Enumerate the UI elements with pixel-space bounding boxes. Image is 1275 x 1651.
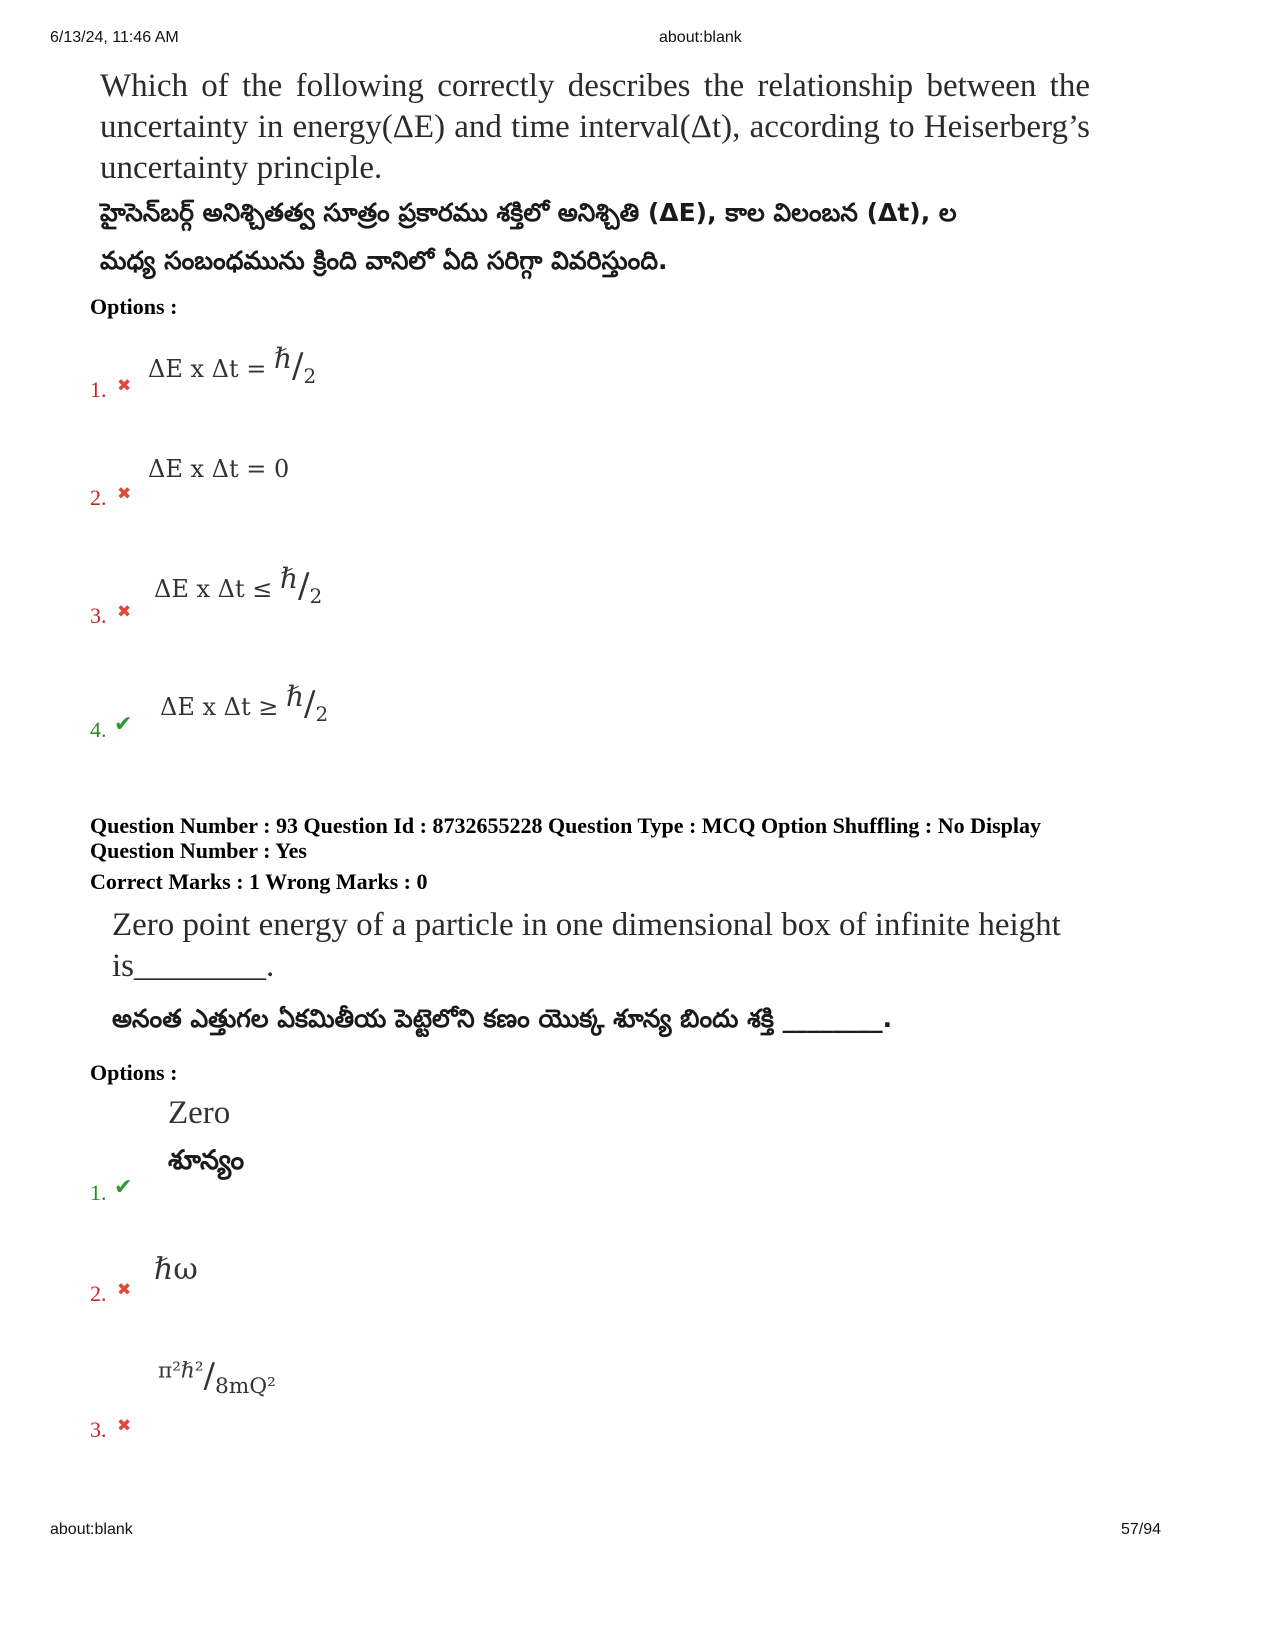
- question-93-text-te: అనంత ఎత్తుగల ఏకమితీయ పెట్టెలోని కణం యొక్క శూన్య బిందు శక్తి ________.: [112, 1004, 893, 1033]
- question-92-text-en: Which of the following correctly describes the relationship between the uncertainty in energy(ΔE) and time interval(Δt), according to Heiserberg’s uncertainty principle.: [100, 68, 1090, 186]
- option-4-formula: ΔE x $\Delta t \ge ^\hbar/_2$: [160, 680, 329, 726]
- option-1-number: 1.: [90, 377, 107, 402]
- option-3-number: 3.: [90, 603, 107, 628]
- page-number: 57/94: [1121, 1521, 1162, 1538]
- cross-icon: ✖: [117, 602, 132, 622]
- footer-url: about:blank: [50, 1521, 133, 1538]
- question-93-meta-line2: Question Number : Yes: [90, 838, 307, 863]
- option-2-formula: ℏω: [154, 1252, 198, 1287]
- option-2-number: 2.: [90, 485, 107, 510]
- option-3-formula: $^{\pi^2\hbar^2}/_{8mQ^2}$: [158, 1356, 276, 1400]
- option-4-number: 4.: [90, 717, 107, 742]
- question-93-text-en-line1: Zero point energy of a particle in one dimensional box of infinite height: [112, 907, 1061, 943]
- option-1-text-te: శూన్యం: [168, 1145, 245, 1176]
- option-2-number: 2.: [90, 1281, 107, 1306]
- option-1-text-en: Zero: [168, 1095, 231, 1131]
- question-92-text-te-line2: మధ్య సంబంధమును క్రింది వానిలో ఏది సరిగ్గా వివరిస్తుంది.: [100, 246, 668, 275]
- check-icon: ✔: [114, 712, 133, 737]
- check-icon: ✔: [114, 1175, 133, 1200]
- option-2-formula: ΔE x Δt = 0: [148, 455, 290, 483]
- option-3-number: 3.: [90, 1417, 107, 1442]
- question-93-text-en-line2: is________.: [112, 948, 275, 984]
- options-label: Options :: [90, 1060, 178, 1085]
- print-title: about:blank: [659, 29, 742, 46]
- option-1-formula: ΔE x $\Delta t = ^\hbar/_2$: [148, 342, 317, 388]
- question-93-marks: Correct Marks : 1 Wrong Marks : 0: [90, 869, 428, 894]
- cross-icon: ✖: [117, 376, 132, 396]
- option-1-number: 1.: [90, 1180, 107, 1205]
- cross-icon: ✖: [117, 484, 132, 504]
- question-93-meta-line1: Question Number : 93 Question Id : 8732655228 Question Type : MCQ Option Shuffling : No Display: [90, 813, 1042, 838]
- cross-icon: ✖: [117, 1280, 132, 1300]
- cross-icon: ✖: [117, 1416, 132, 1436]
- question-92-text-te-line1: హైసెన్‌బర్గ్ అనిశ్చితత్వ సూత్రం ప్రకారము శక్తిలో అనిశ్చితి (ΔE), కాల విలంబన (Δt), ల: [100, 198, 957, 227]
- option-3-formula: ΔE x $\Delta t \le ^\hbar/_2$: [154, 562, 323, 608]
- print-datetime: 6/13/24, 11:46 AM: [50, 29, 179, 46]
- options-label: Options :: [90, 294, 178, 319]
